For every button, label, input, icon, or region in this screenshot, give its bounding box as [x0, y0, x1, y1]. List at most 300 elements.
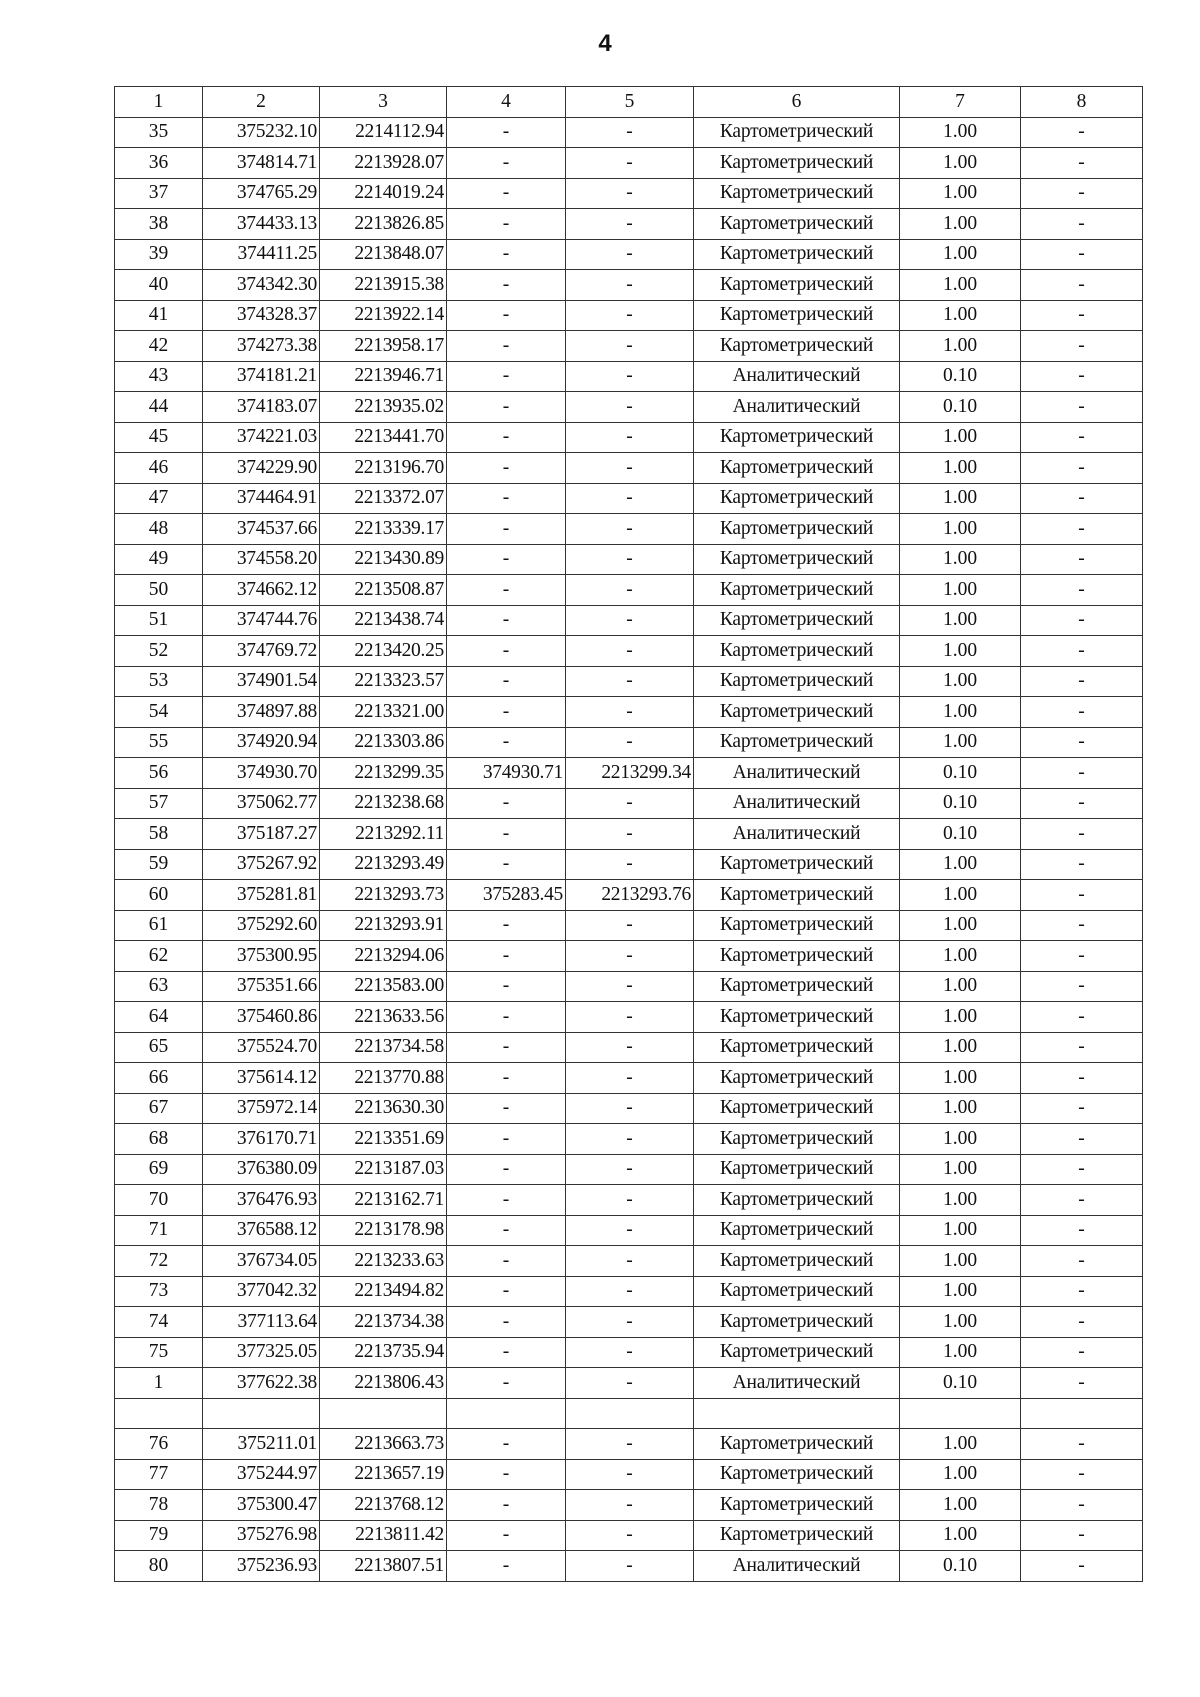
method-cell: Картометрический	[694, 605, 900, 636]
point-number-cell: 80	[115, 1551, 203, 1582]
table-row	[115, 1459, 1143, 1490]
point-number-cell: 65	[115, 1032, 203, 1063]
accuracy-cell: 1.00	[900, 1246, 1021, 1277]
note-cell: -	[1021, 636, 1143, 667]
method-cell: Картометрический	[694, 849, 900, 880]
note-cell: -	[1021, 849, 1143, 880]
accuracy-cell: 1.00	[900, 1093, 1021, 1124]
y-coordinate-cell: 2213806.43	[320, 1368, 447, 1399]
accuracy-cell: 1.00	[900, 697, 1021, 728]
y-coordinate-cell: 2213339.17	[320, 514, 447, 545]
x-new-coordinate-cell: -	[447, 544, 566, 575]
accuracy-cell: 0.10	[900, 758, 1021, 789]
accuracy-cell: 1.00	[900, 239, 1021, 270]
note-cell: -	[1021, 361, 1143, 392]
point-number-cell: 45	[115, 422, 203, 453]
y-new-coordinate-cell: -	[566, 1032, 694, 1063]
x-coordinate-cell: 375236.93	[203, 1551, 320, 1582]
method-cell: Картометрический	[694, 453, 900, 484]
x-new-coordinate-cell: -	[447, 1520, 566, 1551]
accuracy-cell: 1.00	[900, 1032, 1021, 1063]
x-new-coordinate-cell: -	[447, 1215, 566, 1246]
table-row	[115, 148, 1143, 179]
x-coordinate-cell: 377042.32	[203, 1276, 320, 1307]
x-new-coordinate-cell: -	[447, 239, 566, 270]
header-cell: 8	[1021, 87, 1143, 118]
y-coordinate-cell: 2213294.06	[320, 941, 447, 972]
point-number-cell: 54	[115, 697, 203, 728]
table-row	[115, 117, 1143, 148]
accuracy-cell: 0.10	[900, 1368, 1021, 1399]
note-cell: -	[1021, 727, 1143, 758]
method-cell: Картометрический	[694, 544, 900, 575]
note-cell: -	[1021, 758, 1143, 789]
accuracy-cell: 1.00	[900, 849, 1021, 880]
note-cell: -	[1021, 788, 1143, 819]
method-cell	[694, 1398, 900, 1429]
x-new-coordinate-cell: -	[447, 971, 566, 1002]
table-row	[115, 544, 1143, 575]
point-number-cell: 63	[115, 971, 203, 1002]
y-coordinate-cell: 2213299.35	[320, 758, 447, 789]
table-row	[115, 209, 1143, 240]
method-cell: Картометрический	[694, 1337, 900, 1368]
table-row	[115, 971, 1143, 1002]
note-cell: -	[1021, 1215, 1143, 1246]
table-row	[115, 1398, 1143, 1429]
x-new-coordinate-cell: -	[447, 392, 566, 423]
note-cell: -	[1021, 178, 1143, 209]
table-row	[115, 1337, 1143, 1368]
x-new-coordinate-cell: -	[447, 1093, 566, 1124]
point-number-cell: 78	[115, 1490, 203, 1521]
x-new-coordinate-cell: -	[447, 1063, 566, 1094]
accuracy-cell: 0.10	[900, 1551, 1021, 1582]
method-cell: Картометрический	[694, 1032, 900, 1063]
table-row	[115, 636, 1143, 667]
point-number-cell: 70	[115, 1185, 203, 1216]
method-cell: Картометрический	[694, 270, 900, 301]
x-new-coordinate-cell: -	[447, 910, 566, 941]
x-coordinate-cell: 375276.98	[203, 1520, 320, 1551]
x-new-coordinate-cell: -	[447, 1185, 566, 1216]
table-row	[115, 514, 1143, 545]
y-coordinate-cell: 2213494.82	[320, 1276, 447, 1307]
y-new-coordinate-cell: -	[566, 1063, 694, 1094]
x-coordinate-cell: 374181.21	[203, 361, 320, 392]
point-number-cell: 39	[115, 239, 203, 270]
x-coordinate-cell: 374765.29	[203, 178, 320, 209]
accuracy-cell: 1.00	[900, 1002, 1021, 1033]
x-coordinate-cell: 375300.95	[203, 941, 320, 972]
table-row	[115, 422, 1143, 453]
y-coordinate-cell: 2213178.98	[320, 1215, 447, 1246]
x-coordinate-cell: 374814.71	[203, 148, 320, 179]
x-coordinate-cell: 374920.94	[203, 727, 320, 758]
x-new-coordinate-cell: -	[447, 788, 566, 819]
y-coordinate-cell: 2213657.19	[320, 1459, 447, 1490]
y-coordinate-cell: 2213293.91	[320, 910, 447, 941]
x-new-coordinate-cell: -	[447, 1459, 566, 1490]
y-new-coordinate-cell: -	[566, 300, 694, 331]
y-coordinate-cell: 2213811.42	[320, 1520, 447, 1551]
x-coordinate-cell: 377622.38	[203, 1368, 320, 1399]
x-coordinate-cell: 374183.07	[203, 392, 320, 423]
y-new-coordinate-cell: -	[566, 1429, 694, 1460]
x-new-coordinate-cell: -	[447, 1246, 566, 1277]
note-cell: -	[1021, 1429, 1143, 1460]
x-coordinate-cell: 375244.97	[203, 1459, 320, 1490]
table-row	[115, 697, 1143, 728]
point-number-cell: 71	[115, 1215, 203, 1246]
method-cell: Аналитический	[694, 1551, 900, 1582]
y-coordinate-cell: 2213663.73	[320, 1429, 447, 1460]
note-cell: -	[1021, 1551, 1143, 1582]
page-number: 4	[598, 30, 612, 57]
y-new-coordinate-cell: -	[566, 727, 694, 758]
accuracy-cell: 1.00	[900, 1307, 1021, 1338]
note-cell: -	[1021, 1185, 1143, 1216]
x-coordinate-cell: 375972.14	[203, 1093, 320, 1124]
table-row	[115, 788, 1143, 819]
point-number-cell: 47	[115, 483, 203, 514]
accuracy-cell: 1.00	[900, 514, 1021, 545]
y-new-coordinate-cell: -	[566, 483, 694, 514]
accuracy-cell: 1.00	[900, 422, 1021, 453]
method-cell: Картометрический	[694, 331, 900, 362]
note-cell: -	[1021, 971, 1143, 1002]
point-number-cell: 72	[115, 1246, 203, 1277]
method-cell: Картометрический	[694, 1215, 900, 1246]
y-coordinate-cell: 2213734.38	[320, 1307, 447, 1338]
accuracy-cell: 1.00	[900, 453, 1021, 484]
y-coordinate-cell: 2213922.14	[320, 300, 447, 331]
note-cell: -	[1021, 910, 1143, 941]
x-coordinate-cell: 375062.77	[203, 788, 320, 819]
note-cell: -	[1021, 1063, 1143, 1094]
y-new-coordinate-cell: -	[566, 392, 694, 423]
x-new-coordinate-cell: -	[447, 483, 566, 514]
table-row	[115, 270, 1143, 301]
method-cell: Картометрический	[694, 1307, 900, 1338]
y-new-coordinate-cell: -	[566, 1185, 694, 1216]
x-new-coordinate-cell: -	[447, 1032, 566, 1063]
header-cell: 5	[566, 87, 694, 118]
y-coordinate-cell: 2214112.94	[320, 117, 447, 148]
accuracy-cell: 1.00	[900, 1337, 1021, 1368]
x-new-coordinate-cell: -	[447, 1276, 566, 1307]
note-cell	[1021, 1398, 1143, 1429]
y-coordinate-cell: 2213238.68	[320, 788, 447, 819]
y-new-coordinate-cell: -	[566, 1337, 694, 1368]
accuracy-cell: 1.00	[900, 910, 1021, 941]
header-row	[115, 87, 1143, 118]
method-cell: Картометрический	[694, 514, 900, 545]
accuracy-cell: 1.00	[900, 880, 1021, 911]
table-row	[115, 1307, 1143, 1338]
method-cell: Картометрический	[694, 1459, 900, 1490]
y-coordinate-cell: 2213826.85	[320, 209, 447, 240]
x-coordinate-cell: 374769.72	[203, 636, 320, 667]
point-number-cell: 51	[115, 605, 203, 636]
x-new-coordinate-cell: -	[447, 1337, 566, 1368]
x-new-coordinate-cell: -	[447, 117, 566, 148]
y-new-coordinate-cell: -	[566, 1246, 694, 1277]
y-new-coordinate-cell: -	[566, 819, 694, 850]
table-row	[115, 1032, 1143, 1063]
accuracy-cell: 0.10	[900, 788, 1021, 819]
y-new-coordinate-cell	[566, 1398, 694, 1429]
y-coordinate-cell: 2214019.24	[320, 178, 447, 209]
x-new-coordinate-cell: -	[447, 422, 566, 453]
table-row	[115, 392, 1143, 423]
x-coordinate-cell: 376476.93	[203, 1185, 320, 1216]
y-new-coordinate-cell: -	[566, 1368, 694, 1399]
point-number-cell: 67	[115, 1093, 203, 1124]
x-coordinate-cell: 375351.66	[203, 971, 320, 1002]
accuracy-cell: 1.00	[900, 270, 1021, 301]
x-new-coordinate-cell: -	[447, 1429, 566, 1460]
table-row	[115, 605, 1143, 636]
method-cell: Картометрический	[694, 1093, 900, 1124]
y-coordinate-cell: 2213768.12	[320, 1490, 447, 1521]
table-row	[115, 453, 1143, 484]
point-number-cell: 46	[115, 453, 203, 484]
y-coordinate-cell: 2213321.00	[320, 697, 447, 728]
table-row	[115, 1063, 1143, 1094]
note-cell: -	[1021, 117, 1143, 148]
method-cell: Картометрический	[694, 1124, 900, 1155]
method-cell: Картометрический	[694, 971, 900, 1002]
y-new-coordinate-cell: -	[566, 453, 694, 484]
y-new-coordinate-cell: -	[566, 575, 694, 606]
note-cell: -	[1021, 1368, 1143, 1399]
point-number-cell: 40	[115, 270, 203, 301]
method-cell: Картометрический	[694, 1185, 900, 1216]
x-coordinate-cell: 376734.05	[203, 1246, 320, 1277]
y-coordinate-cell	[320, 1398, 447, 1429]
method-cell: Картометрический	[694, 727, 900, 758]
x-new-coordinate-cell: -	[447, 1124, 566, 1155]
table-row	[115, 239, 1143, 270]
note-cell: -	[1021, 1459, 1143, 1490]
table-row	[115, 1002, 1143, 1033]
point-number-cell: 58	[115, 819, 203, 850]
x-coordinate-cell: 377325.05	[203, 1337, 320, 1368]
method-cell: Картометрический	[694, 148, 900, 179]
point-number-cell: 49	[115, 544, 203, 575]
y-coordinate-cell: 2213946.71	[320, 361, 447, 392]
header-cell: 7	[900, 87, 1021, 118]
x-new-coordinate-cell: -	[447, 1490, 566, 1521]
x-new-coordinate-cell: -	[447, 697, 566, 728]
coordinates-table	[114, 86, 1143, 1582]
y-new-coordinate-cell: -	[566, 697, 694, 728]
x-coordinate-cell: 374221.03	[203, 422, 320, 453]
x-new-coordinate-cell: -	[447, 1368, 566, 1399]
x-coordinate-cell: 374433.13	[203, 209, 320, 240]
table-row	[115, 758, 1143, 789]
point-number-cell: 55	[115, 727, 203, 758]
y-new-coordinate-cell: -	[566, 209, 694, 240]
header-cell: 3	[320, 87, 447, 118]
note-cell: -	[1021, 605, 1143, 636]
x-new-coordinate-cell: -	[447, 1551, 566, 1582]
table-row	[115, 1093, 1143, 1124]
y-new-coordinate-cell: -	[566, 239, 694, 270]
x-coordinate-cell: 376170.71	[203, 1124, 320, 1155]
table-row	[115, 1520, 1143, 1551]
accuracy-cell: 1.00	[900, 1490, 1021, 1521]
method-cell: Картометрический	[694, 422, 900, 453]
y-new-coordinate-cell: -	[566, 1215, 694, 1246]
accuracy-cell: 1.00	[900, 148, 1021, 179]
point-number-cell: 64	[115, 1002, 203, 1033]
point-number-cell: 38	[115, 209, 203, 240]
method-cell: Картометрический	[694, 483, 900, 514]
accuracy-cell: 1.00	[900, 331, 1021, 362]
point-number-cell: 52	[115, 636, 203, 667]
method-cell: Картометрический	[694, 300, 900, 331]
point-number-cell: 50	[115, 575, 203, 606]
y-coordinate-cell: 2213196.70	[320, 453, 447, 484]
method-cell: Картометрический	[694, 209, 900, 240]
x-new-coordinate-cell: -	[447, 605, 566, 636]
table-row	[115, 300, 1143, 331]
note-cell: -	[1021, 483, 1143, 514]
accuracy-cell: 1.00	[900, 300, 1021, 331]
table-row	[115, 880, 1143, 911]
table-row	[115, 1368, 1143, 1399]
y-new-coordinate-cell: -	[566, 1551, 694, 1582]
table-row	[115, 1185, 1143, 1216]
y-new-coordinate-cell: -	[566, 178, 694, 209]
note-cell: -	[1021, 1124, 1143, 1155]
x-coordinate-cell: 375292.60	[203, 910, 320, 941]
method-cell: Картометрический	[694, 1246, 900, 1277]
x-coordinate-cell: 375232.10	[203, 117, 320, 148]
x-new-coordinate-cell: -	[447, 849, 566, 880]
method-cell: Картометрический	[694, 697, 900, 728]
x-new-coordinate-cell: -	[447, 148, 566, 179]
note-cell: -	[1021, 422, 1143, 453]
y-coordinate-cell: 2213351.69	[320, 1124, 447, 1155]
y-coordinate-cell: 2213935.02	[320, 392, 447, 423]
table-row	[115, 910, 1143, 941]
y-new-coordinate-cell: -	[566, 605, 694, 636]
accuracy-cell: 1.00	[900, 1429, 1021, 1460]
table-row	[115, 1551, 1143, 1582]
point-number-cell: 35	[115, 117, 203, 148]
method-cell: Аналитический	[694, 361, 900, 392]
x-coordinate-cell: 376380.09	[203, 1154, 320, 1185]
x-coordinate-cell: 374464.91	[203, 483, 320, 514]
method-cell: Картометрический	[694, 941, 900, 972]
note-cell: -	[1021, 300, 1143, 331]
point-number-cell: 48	[115, 514, 203, 545]
y-new-coordinate-cell: 2213293.76	[566, 880, 694, 911]
point-number-cell: 66	[115, 1063, 203, 1094]
y-coordinate-cell: 2213958.17	[320, 331, 447, 362]
x-coordinate-cell: 374662.12	[203, 575, 320, 606]
y-new-coordinate-cell: -	[566, 788, 694, 819]
method-cell: Картометрический	[694, 1520, 900, 1551]
accuracy-cell: 0.10	[900, 819, 1021, 850]
method-cell: Картометрический	[694, 1276, 900, 1307]
x-new-coordinate-cell: -	[447, 941, 566, 972]
y-coordinate-cell: 2213583.00	[320, 971, 447, 1002]
x-coordinate-cell: 376588.12	[203, 1215, 320, 1246]
note-cell: -	[1021, 1490, 1143, 1521]
y-new-coordinate-cell: 2213299.34	[566, 758, 694, 789]
y-coordinate-cell: 2213807.51	[320, 1551, 447, 1582]
method-cell: Аналитический	[694, 1368, 900, 1399]
accuracy-cell: 1.00	[900, 727, 1021, 758]
accuracy-cell: 1.00	[900, 941, 1021, 972]
x-coordinate-cell: 375211.01	[203, 1429, 320, 1460]
note-cell: -	[1021, 666, 1143, 697]
y-new-coordinate-cell: -	[566, 148, 694, 179]
note-cell: -	[1021, 575, 1143, 606]
method-cell: Картометрический	[694, 178, 900, 209]
x-new-coordinate-cell: -	[447, 178, 566, 209]
y-new-coordinate-cell: -	[566, 117, 694, 148]
table-row	[115, 666, 1143, 697]
table-row	[115, 361, 1143, 392]
table-row	[115, 819, 1143, 850]
y-new-coordinate-cell: -	[566, 1459, 694, 1490]
y-coordinate-cell: 2213162.71	[320, 1185, 447, 1216]
accuracy-cell: 1.00	[900, 575, 1021, 606]
x-new-coordinate-cell: 374930.71	[447, 758, 566, 789]
accuracy-cell: 1.00	[900, 209, 1021, 240]
header-cell: 6	[694, 87, 900, 118]
point-number-cell: 76	[115, 1429, 203, 1460]
note-cell: -	[1021, 270, 1143, 301]
x-coordinate-cell: 375524.70	[203, 1032, 320, 1063]
y-coordinate-cell: 2213734.58	[320, 1032, 447, 1063]
accuracy-cell: 1.00	[900, 605, 1021, 636]
x-coordinate-cell: 374930.70	[203, 758, 320, 789]
y-coordinate-cell: 2213187.03	[320, 1154, 447, 1185]
y-new-coordinate-cell: -	[566, 422, 694, 453]
accuracy-cell: 1.00	[900, 1276, 1021, 1307]
note-cell: -	[1021, 1520, 1143, 1551]
accuracy-cell: 1.00	[900, 971, 1021, 1002]
y-coordinate-cell: 2213770.88	[320, 1063, 447, 1094]
y-coordinate-cell: 2213292.11	[320, 819, 447, 850]
point-number-cell: 36	[115, 148, 203, 179]
header-cell: 1	[115, 87, 203, 118]
x-new-coordinate-cell: 375283.45	[447, 880, 566, 911]
table-row	[115, 1215, 1143, 1246]
y-coordinate-cell: 2213293.49	[320, 849, 447, 880]
x-coordinate-cell: 374328.37	[203, 300, 320, 331]
point-number-cell: 59	[115, 849, 203, 880]
header-cell: 2	[203, 87, 320, 118]
y-coordinate-cell: 2213323.57	[320, 666, 447, 697]
y-new-coordinate-cell: -	[566, 1002, 694, 1033]
x-new-coordinate-cell: -	[447, 209, 566, 240]
note-cell: -	[1021, 1032, 1143, 1063]
note-cell: -	[1021, 209, 1143, 240]
accuracy-cell: 1.00	[900, 1459, 1021, 1490]
x-coordinate-cell: 374901.54	[203, 666, 320, 697]
y-coordinate-cell: 2213303.86	[320, 727, 447, 758]
table-row	[115, 849, 1143, 880]
point-number-cell: 60	[115, 880, 203, 911]
y-new-coordinate-cell: -	[566, 361, 694, 392]
